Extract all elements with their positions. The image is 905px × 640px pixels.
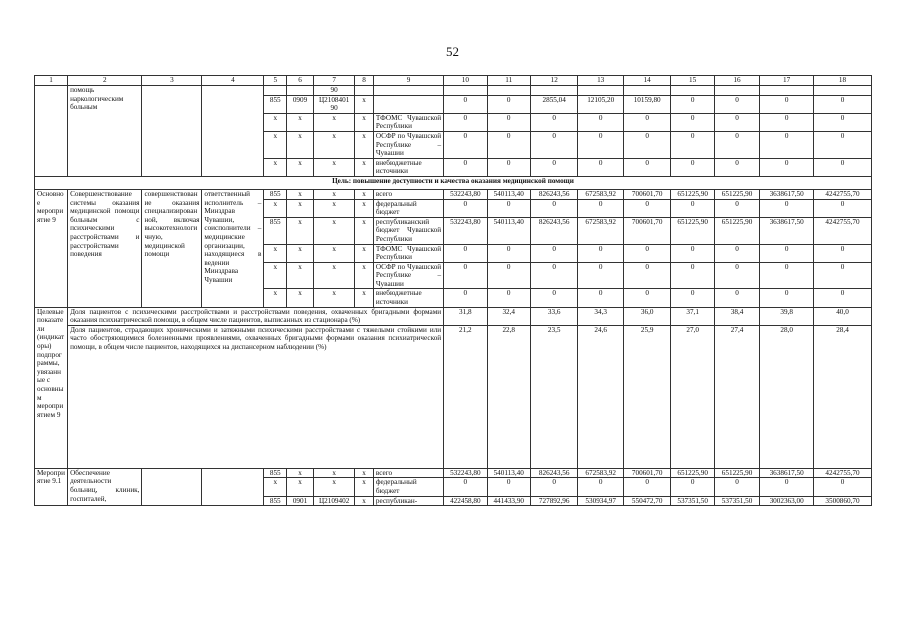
amount-cell: 700601,70: [623, 189, 671, 199]
amount-cell: 530934,97: [578, 496, 623, 506]
amount-cell: 0: [671, 158, 714, 176]
amount-cell: 537351,50: [714, 496, 759, 506]
amount-cell: 0: [714, 158, 759, 176]
kbk-grbs: 855: [264, 468, 287, 478]
kbk-grbs: 855: [264, 189, 287, 199]
amount-cell: 550472,70: [623, 496, 671, 506]
kbk-grbs: [264, 86, 287, 96]
amount-cell: 0: [444, 289, 487, 307]
amount-cell: 0: [623, 244, 671, 262]
header-col-5: 5: [264, 76, 287, 86]
table-row: [35, 189, 872, 199]
amount-cell: 0: [760, 95, 814, 113]
amount-cell: 0: [487, 131, 530, 158]
amount-cell: [714, 86, 759, 96]
amount-cell: 651225,90: [714, 217, 759, 244]
amount-cell: 0: [671, 244, 714, 262]
amount-cell: 700601,70: [623, 217, 671, 244]
kbk-grbs: х: [264, 289, 287, 307]
amount-cell: 0: [814, 113, 872, 131]
kbk-grbs: 855: [264, 217, 287, 244]
amount-cell: 672583,92: [578, 468, 623, 478]
goal-text: Цель: повышение доступности и качества оказания медицинской помощи: [35, 176, 872, 189]
header-col-15: 15: [671, 76, 714, 86]
amount-cell: 0: [714, 113, 759, 131]
amount-cell: 0: [814, 478, 872, 496]
amount-cell: 826243,56: [530, 217, 578, 244]
target-indicator-row: [35, 325, 872, 468]
responsible-executor: ответственный исполнитель – Минздрав Чувашии, соисполнители – медицинские организации, находящиеся в ведении Минздрава Чувашии: [202, 189, 264, 307]
amount-cell: 540113,40: [487, 217, 530, 244]
amount-cell: 0: [714, 289, 759, 307]
amount-cell: 0: [671, 199, 714, 217]
indicator-text: Доля пациентов с психическими расстройствами и расстройствами поведения, охваченных бригадными формами оказания психиатрической помощи, в общем числе пациентов, выписанных из стационара (%): [68, 307, 444, 325]
kbk-expense-type: х: [355, 262, 374, 289]
kbk-expense-type: х: [355, 113, 374, 131]
kbk-grbs: х: [264, 131, 287, 158]
funding-source: всего: [373, 189, 443, 199]
col1-empty: [35, 86, 68, 177]
amount-cell: 672583,92: [578, 217, 623, 244]
funding-source: ОСФР по Чувашской Республике – Чувашии: [373, 131, 443, 158]
amount-cell: [487, 86, 530, 96]
amount-cell: 0: [623, 262, 671, 289]
measure-name: Обеспечение деятельности больниц, клиник, госпиталей,: [68, 468, 142, 505]
funding-source: всего: [373, 468, 443, 478]
amount-cell: 0: [530, 113, 578, 131]
amount-cell: 0: [578, 289, 623, 307]
kbk-section: х: [287, 244, 314, 262]
kbk-section: х: [287, 478, 314, 496]
amount-cell: 0: [760, 244, 814, 262]
indicator-value: 28,0: [760, 325, 814, 468]
amount-cell: 0: [578, 113, 623, 131]
amount-cell: 0: [578, 199, 623, 217]
amount-cell: 0: [623, 199, 671, 217]
indicator-value: 31,8: [444, 307, 487, 325]
amount-cell: 0: [487, 262, 530, 289]
indicator-value: 37,1: [671, 307, 714, 325]
kbk-section: х: [287, 189, 314, 199]
indicator-value: 23,5: [530, 325, 578, 468]
kbk-target-article: х: [313, 113, 354, 131]
amount-cell: 0: [714, 131, 759, 158]
col4-empty: [202, 468, 264, 505]
kbk-section: х: [287, 468, 314, 478]
kbk-target-article: х: [313, 244, 354, 262]
kbk-target-article: х: [313, 199, 354, 217]
amount-cell: 0: [530, 478, 578, 496]
header-col-6: 6: [287, 76, 314, 86]
header-col-3: 3: [142, 76, 202, 86]
amount-cell: 0: [578, 478, 623, 496]
kbk-grbs: 855: [264, 95, 287, 113]
amount-cell: 2855,04: [530, 95, 578, 113]
kbk-section: х: [287, 131, 314, 158]
kbk-grbs: 855: [264, 496, 287, 506]
kbk-grbs: х: [264, 199, 287, 217]
kbk-grbs: х: [264, 262, 287, 289]
indicator-value: 36,0: [623, 307, 671, 325]
table-row: [35, 86, 872, 96]
amount-cell: 540113,40: [487, 468, 530, 478]
funding-source: ТФОМС Чувашской Республики: [373, 113, 443, 131]
funding-source: [373, 86, 443, 96]
kbk-target-article: х: [313, 478, 354, 496]
kbk-grbs: х: [264, 244, 287, 262]
indicator-value: 32,4: [487, 307, 530, 325]
amount-cell: 3500860,70: [814, 496, 872, 506]
amount-cell: 0: [444, 199, 487, 217]
indicator-value: 22,8: [487, 325, 530, 468]
amount-cell: [623, 86, 671, 96]
program-table: [34, 75, 872, 506]
kbk-target-article: 90: [313, 86, 354, 96]
col4-empty: [202, 86, 264, 177]
header-col-10: 10: [444, 76, 487, 86]
indicator-value: 33,6: [530, 307, 578, 325]
amount-cell: 0: [530, 158, 578, 176]
kbk-section: [287, 86, 314, 96]
amount-cell: 537351,50: [671, 496, 714, 506]
target-indicators-label: Целевые показатели (индикаторы) подпрограммы, увязанные с основным мероприятием 9: [35, 307, 68, 468]
amount-cell: [760, 86, 814, 96]
amount-cell: 0: [760, 158, 814, 176]
amount-cell: 0: [444, 95, 487, 113]
amount-cell: 0: [444, 113, 487, 131]
amount-cell: 0: [814, 289, 872, 307]
amount-cell: 422458,80: [444, 496, 487, 506]
kbk-expense-type: [355, 86, 374, 96]
funding-source: внебюджетные источники: [373, 158, 443, 176]
kbk-target-article: х: [313, 289, 354, 307]
kbk-section: 0901: [287, 496, 314, 506]
amount-cell: 0: [444, 158, 487, 176]
indicator-value: 27,4: [714, 325, 759, 468]
amount-cell: 0: [671, 95, 714, 113]
kbk-expense-type: х: [355, 478, 374, 496]
funding-source: республиканский бюджет Чувашской Республики: [373, 217, 443, 244]
amount-cell: 0: [814, 244, 872, 262]
amount-cell: 651225,90: [714, 468, 759, 478]
kbk-expense-type: х: [355, 131, 374, 158]
amount-cell: 0: [487, 199, 530, 217]
kbk-target-article: х: [313, 468, 354, 478]
header-col-16: 16: [714, 76, 759, 86]
amount-cell: 0: [814, 131, 872, 158]
header-col-4: 4: [202, 76, 264, 86]
goal-row: [35, 176, 872, 189]
amount-cell: 0: [760, 199, 814, 217]
amount-cell: 0: [814, 158, 872, 176]
kbk-section: х: [287, 158, 314, 176]
amount-cell: 4242755,70: [814, 217, 872, 244]
amount-cell: 826243,56: [530, 468, 578, 478]
header-row: [35, 76, 872, 86]
indicator-value: 28,4: [814, 325, 872, 468]
amount-cell: 0: [530, 199, 578, 217]
amount-cell: 3638617,50: [760, 217, 814, 244]
amount-cell: 3002363,00: [760, 496, 814, 506]
amount-cell: 0: [623, 289, 671, 307]
kbk-section: х: [287, 199, 314, 217]
amount-cell: 532243,80: [444, 468, 487, 478]
header-col-13: 13: [578, 76, 623, 86]
funding-source: федеральный бюджет: [373, 199, 443, 217]
funding-source: ТФОМС Чувашской Республики: [373, 244, 443, 262]
indicator-value: 40,0: [814, 307, 872, 325]
amount-cell: [530, 86, 578, 96]
amount-cell: 540113,40: [487, 189, 530, 199]
amount-cell: 532243,80: [444, 189, 487, 199]
kbk-target-article: х: [313, 189, 354, 199]
amount-cell: 0: [444, 244, 487, 262]
kbk-expense-type: х: [355, 217, 374, 244]
table-row: [35, 468, 872, 478]
amount-cell: 0: [530, 262, 578, 289]
amount-cell: 0: [671, 478, 714, 496]
amount-cell: [671, 86, 714, 96]
amount-cell: 0: [530, 289, 578, 307]
kbk-target-article: Ц2108401 90: [313, 95, 354, 113]
indicator-value: 21,2: [444, 325, 487, 468]
amount-cell: 0: [578, 158, 623, 176]
col3-empty: [142, 86, 202, 177]
indicator-value: 24,6: [578, 325, 623, 468]
kbk-section: х: [287, 217, 314, 244]
kbk-expense-type: х: [355, 95, 374, 113]
main-measure-name: Совершенствование системы оказания медицинской помощи больным с психическими расстройствами и расстройствами поведения: [68, 189, 142, 307]
amount-cell: [578, 86, 623, 96]
amount-cell: 0: [487, 478, 530, 496]
funding-source: республикан-: [373, 496, 443, 506]
amount-cell: 651225,90: [714, 189, 759, 199]
amount-cell: 651225,90: [671, 468, 714, 478]
amount-cell: 0: [530, 131, 578, 158]
amount-cell: 0: [814, 199, 872, 217]
amount-cell: 672583,92: [578, 189, 623, 199]
amount-cell: 0: [487, 158, 530, 176]
kbk-section: х: [287, 113, 314, 131]
amount-cell: 4242755,70: [814, 468, 872, 478]
header-col-9: 9: [373, 76, 443, 86]
kbk-grbs: х: [264, 158, 287, 176]
expected-result: совершенствование оказания специализированной, включая высокотехнологичную, медицинской помощи: [142, 189, 202, 307]
kbk-section: 0909: [287, 95, 314, 113]
funding-source: федеральный бюджет: [373, 478, 443, 496]
amount-cell: 0: [814, 262, 872, 289]
header-col-2: 2: [68, 76, 142, 86]
amount-cell: 0: [760, 262, 814, 289]
amount-cell: 0: [760, 131, 814, 158]
amount-cell: 0: [760, 478, 814, 496]
funding-source: [373, 95, 443, 113]
indicator-value: 25,9: [623, 325, 671, 468]
amount-cell: 4242755,70: [814, 189, 872, 199]
header-col-18: 18: [814, 76, 872, 86]
amount-cell: 651225,90: [671, 189, 714, 199]
amount-cell: 0: [487, 244, 530, 262]
amount-cell: [814, 86, 872, 96]
measure-name: помощь наркологическим больным: [68, 86, 142, 177]
kbk-section: х: [287, 262, 314, 289]
amount-cell: 0: [671, 289, 714, 307]
amount-cell: 0: [623, 158, 671, 176]
header-col-8: 8: [355, 76, 374, 86]
amount-cell: 441433,90: [487, 496, 530, 506]
page-number: 52: [446, 44, 459, 59]
main-measure-label: Основное мероприятие 9: [35, 189, 68, 307]
indicator-text: Доля пациентов, страдающих хроническими и затяжными психическими расстройствами с тяжелыми стойкими или часто обостряющимися болезненными проявлениями, охваченных бригадными формами оказания психиатрической помощи, в общем числе пациентов, находящихся на диспансерном наблюдении (%): [68, 325, 444, 468]
amount-cell: 0: [578, 131, 623, 158]
amount-cell: 0: [714, 262, 759, 289]
amount-cell: 0: [487, 95, 530, 113]
kbk-expense-type: х: [355, 289, 374, 307]
kbk-grbs: х: [264, 113, 287, 131]
kbk-expense-type: х: [355, 199, 374, 217]
kbk-expense-type: х: [355, 158, 374, 176]
amount-cell: 0: [671, 131, 714, 158]
header-col-1: 1: [35, 76, 68, 86]
amount-cell: 0: [444, 131, 487, 158]
kbk-expense-type: х: [355, 468, 374, 478]
amount-cell: 0: [530, 244, 578, 262]
amount-cell: [444, 86, 487, 96]
amount-cell: 651225,90: [671, 217, 714, 244]
kbk-target-article: х: [313, 131, 354, 158]
indicator-value: 38,4: [714, 307, 759, 325]
funding-source: внебюджетные источники: [373, 289, 443, 307]
header-col-7: 7: [313, 76, 354, 86]
target-indicator-row: [35, 307, 872, 325]
kbk-grbs: х: [264, 478, 287, 496]
amount-cell: 0: [671, 262, 714, 289]
kbk-expense-type: х: [355, 244, 374, 262]
amount-cell: 727892,96: [530, 496, 578, 506]
amount-cell: 826243,56: [530, 189, 578, 199]
header-col-17: 17: [760, 76, 814, 86]
col3-empty: [142, 468, 202, 505]
header-col-11: 11: [487, 76, 530, 86]
amount-cell: 0: [623, 478, 671, 496]
amount-cell: 0: [623, 113, 671, 131]
kbk-expense-type: х: [355, 189, 374, 199]
amount-cell: 0: [760, 289, 814, 307]
amount-cell: 0: [487, 113, 530, 131]
amount-cell: 0: [623, 131, 671, 158]
amount-cell: 0: [714, 244, 759, 262]
amount-cell: 0: [714, 478, 759, 496]
kbk-target-article: х: [313, 217, 354, 244]
kbk-target-article: Ц2109402: [313, 496, 354, 506]
indicator-value: 39,8: [760, 307, 814, 325]
kbk-target-article: х: [313, 262, 354, 289]
amount-cell: 3638617,50: [760, 468, 814, 478]
amount-cell: 0: [444, 478, 487, 496]
amount-cell: 0: [814, 95, 872, 113]
indicator-value: 27,0: [671, 325, 714, 468]
kbk-target-article: х: [313, 158, 354, 176]
amount-cell: 700601,70: [623, 468, 671, 478]
amount-cell: 10159,80: [623, 95, 671, 113]
funding-source: ОСФР по Чувашской Республике – Чувашии: [373, 262, 443, 289]
kbk-section: х: [287, 289, 314, 307]
amount-cell: 0: [487, 289, 530, 307]
amount-cell: 0: [714, 199, 759, 217]
measure-label: Мероприятие 9.1: [35, 468, 68, 505]
amount-cell: 0: [760, 113, 814, 131]
amount-cell: 0: [578, 244, 623, 262]
indicator-value: 34,3: [578, 307, 623, 325]
amount-cell: 3638617,50: [760, 189, 814, 199]
header-col-14: 14: [623, 76, 671, 86]
amount-cell: 532243,80: [444, 217, 487, 244]
amount-cell: 12105,20: [578, 95, 623, 113]
kbk-expense-type: х: [355, 496, 374, 506]
amount-cell: 0: [578, 262, 623, 289]
header-col-12: 12: [530, 76, 578, 86]
amount-cell: 0: [714, 95, 759, 113]
amount-cell: 0: [671, 113, 714, 131]
amount-cell: 0: [444, 262, 487, 289]
